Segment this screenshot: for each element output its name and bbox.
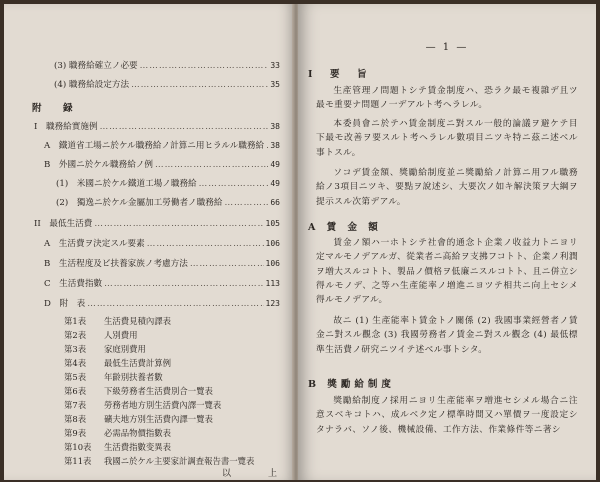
body-paragraph: 故ニ (1) 生產能率ト賃金トノ關係 (2) 我國事業經營者ノ賃金ニ對スル觀念 (3) 我國勞務者ノ賃金ニ對スル觀念 (4) 最低標準生活費ノ研究ニツイテ述べル事トシタ。 [316,316,578,355]
open-book [4,4,596,480]
body-paragraph: 生產管理ノ問題トシテ賃金制度ハ、恐ラク最モ複雜デ且ツ最モ重要ナ問題ノ一デアルト考ヘラレル。 [316,86,578,111]
toc-label: I 職務給實施例 [34,122,98,132]
toc-label: A 鐵道省工場ニ於ケル職務給ノ計算ニ用ヒラルル職務給 [44,141,265,151]
toc-row [34,218,280,230]
toc-page-number: 49 [270,160,280,169]
toc-page-number: 33 [270,61,280,70]
table-number: 第3表 [64,344,87,354]
appendix-table-entry [64,329,138,341]
appendix-table-entry [64,371,163,383]
table-number: 第4表 [64,358,87,368]
table-title: 必需品物價指數表 [104,428,171,438]
table-number: 第5表 [64,372,87,382]
toc-row [44,278,280,290]
end-mark: 以 上 [222,469,292,479]
table-title: 礦夫地方別生活費內譯一覽表 [104,414,213,424]
leader-dots [190,259,264,270]
toc-row [54,60,280,72]
toc-label: C 生活費指數 [44,279,103,289]
appendix-table-entry [64,343,146,355]
table-number: 第7表 [64,400,87,410]
table-title: 人別費用 [104,330,138,340]
appendix-table-entry [64,441,171,453]
toc-page-number: 38 [270,122,280,131]
leader-dots [224,198,268,209]
table-number: 第6表 [64,386,87,396]
appendix-table-entry [64,427,171,439]
table-title: 年齡別扶養者數 [104,372,163,382]
table-number: 第1表 [64,316,87,326]
toc-label: (2) 獨逸ニ於ケル金屬加工勞働者ノ職務給 [56,198,223,208]
table-number: 第2表 [64,330,87,340]
toc-row [44,140,280,152]
subsection-heading: B 獎勵給制度 [308,379,395,390]
toc-label: (4) 職務給設定方法 [54,80,130,90]
appendix-heading: 附 録 [32,103,79,114]
appendix-table-entry [64,399,221,411]
toc-label: B 外國ニ於ケル職務給ノ例 [44,160,154,170]
table-title: 生活費指數变異表 [104,442,171,452]
toc-row [44,238,280,250]
toc-label: A 生活費ヲ決定スル要素 [44,239,145,249]
toc-page-number: 106 [265,259,280,268]
leader-dots [104,279,263,290]
leader-dots [131,80,268,91]
toc-row [56,197,280,209]
toc-page-number: 106 [265,239,280,248]
table-title: 下級勞務者生活費別合一覽表 [104,386,213,396]
toc-page-number: 35 [270,80,280,89]
appendix-table-entry [64,357,171,369]
table-title: 家庭別費用 [104,344,146,354]
toc-row [56,178,280,190]
left-page-toc [4,4,294,480]
leader-dots [94,219,263,230]
table-title: 勞務者地方別生活費內譯一覽表 [104,400,222,410]
right-page-body [298,4,596,480]
toc-row [44,258,280,270]
toc-label: B 生活程度及ビ扶養家族ノ考慮方法 [44,259,188,269]
toc-page-number: 38 [270,141,280,150]
toc-page-number: 66 [270,198,280,207]
section-heading: I 要 旨 [308,69,371,80]
leader-dots [199,179,269,190]
body-paragraph: 獎勵給制度ノ採用ニヨリ生產能率ヲ増進セシメル場合ニ注意スベキコトハ、成ルベク定ノ標準時間又ハ單價ヲ一度設定シタナラバ、ソノ後、機械設備、工作方法、作業條件等ニ著シ [316,396,578,435]
leader-dots [87,299,263,310]
leader-dots [147,239,264,250]
leader-dots [266,141,268,152]
toc-page-number: 123 [265,299,280,308]
toc-row [44,159,280,171]
body-paragraph: 本委員會ニ於テハ賃金制度ニ對スル一般的論議ヲ避ケテ目下最モ改善ヲ要スルト考ヘラレル數項目ニツキ特ニ茲ニ述ベル事トスル。 [316,119,578,158]
toc-label: (1) 米國ニ於ケル鐵道工場ノ職務給 [56,179,197,189]
appendix-table-entry [64,315,171,327]
table-title: 最低生活費計算例 [104,358,171,368]
appendix-table-entry [64,413,213,425]
table-title: 我國ニ於ケル主要家計調査報告書一覽表 [104,456,255,466]
body-paragraph: ソコデ賃金額、獎勵給制度並ニ獎勵給ノ計算ニ用フル職務給ノ3項目ニツキ、要點ヲ說述シ、大要次ノ如キ解決策ヲ大綱ヲ提示スル次第デアル。 [316,168,578,207]
leader-dots [140,61,269,72]
table-number: 第8表 [64,414,87,424]
toc-row [54,79,280,91]
table-number: 第11表 [64,456,92,466]
subsection-heading: A 賃 金 額 [308,222,382,233]
toc-page-number: 113 [265,279,280,288]
toc-row [34,121,280,133]
toc-row [44,298,280,310]
leader-dots [155,160,268,171]
toc-label: II 最低生活費 [34,219,93,229]
leader-dots [100,122,269,133]
table-number: 第10表 [64,442,92,452]
toc-page-number: 105 [265,219,280,228]
toc-label: D 附 表 [44,299,86,309]
toc-page-number: 49 [270,179,280,188]
toc-label: (3) 職務給確立ノ必要 [54,61,138,71]
table-number: 第9表 [64,428,87,438]
appendix-table-entry [64,385,213,397]
page-number: — 1 — [425,42,469,53]
body-paragraph: 賃金ノ額ハ一ホトシテ社會的通念ト企業ノ收益力トニヨリ定マルモノデアルガ、從業者ニ高給ヲ支拂フコトト、企業ノ利潤ヲ増大スルコトト、製品ノ價格ヲ低廉ニスルコトト、且ニ併立シ得ルモノデ、之等ハ生產能率ノ増進ニヨツテ相共ニ向上セシメ得ルモノデアル。 [316,238,578,306]
table-title: 生活費見積內譯表 [104,316,171,326]
